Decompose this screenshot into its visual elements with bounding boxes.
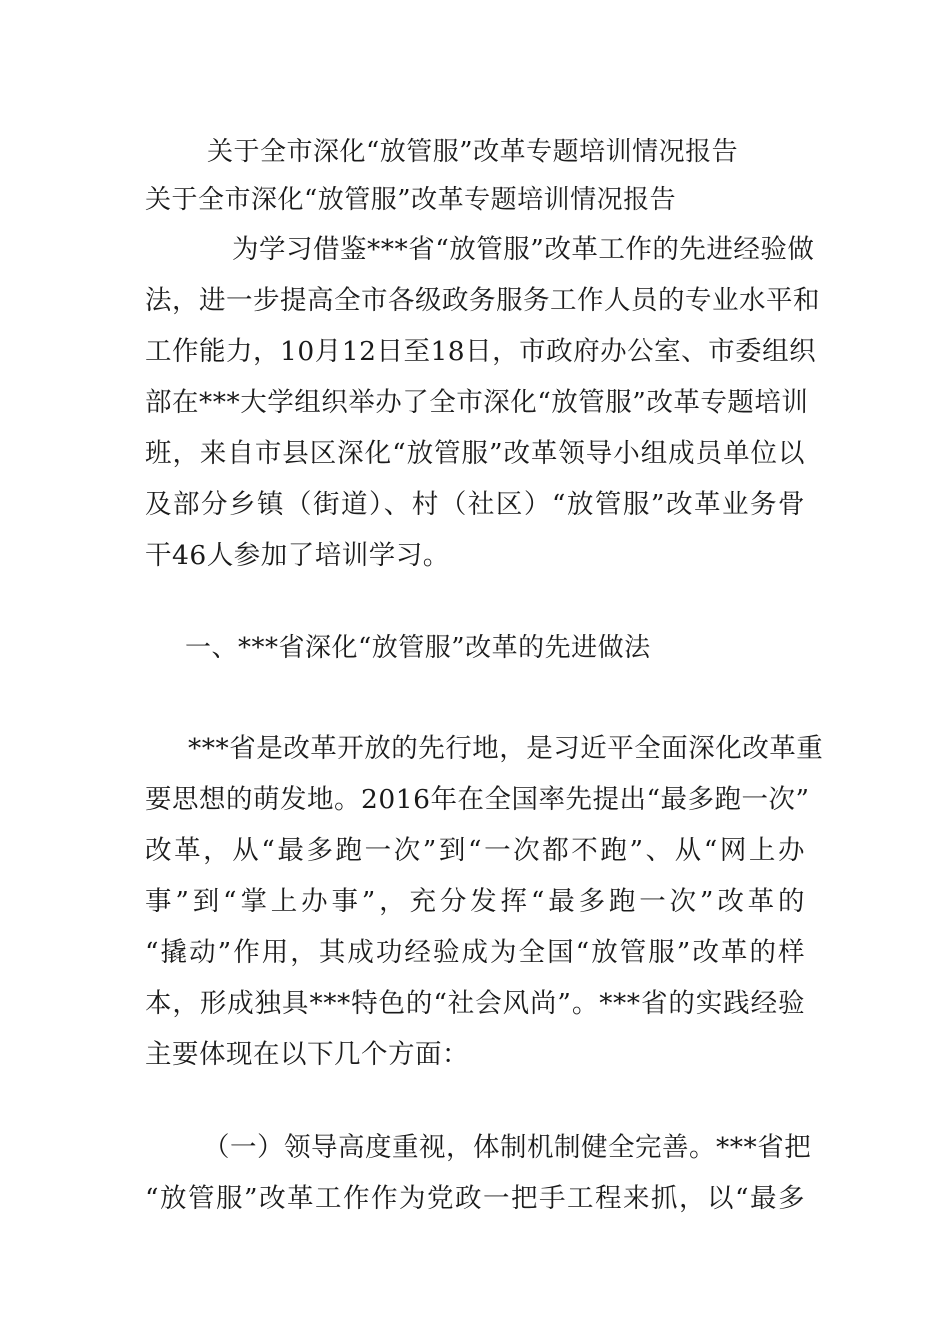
- section-heading: 一、***省深化“放管服”改革的先进做法: [185, 633, 651, 663]
- paragraph-line: 本，形成独具***特色的“社会风尚”。***省的实践经验: [145, 988, 805, 1019]
- paragraph-line: 要思想的萌发地。2016年在全国率先提出“最多跑一次”: [145, 784, 810, 815]
- paragraph-line: 事”到“掌上办事”，充分发挥“最多跑一次”改革的: [145, 886, 805, 917]
- paragraph-line: 及部分乡镇（街道）、村（社区）“放管服”改革业务骨: [145, 489, 805, 520]
- paragraph-line: 改革，从“最多跑一次”到“一次都不跑”、从“网上办: [145, 835, 805, 866]
- paragraph-line: 主要体现在以下几个方面：: [145, 1039, 469, 1070]
- paragraph-line: ***省是改革开放的先行地，是习近平全面深化改革重: [188, 733, 824, 764]
- paragraph-line: 部在***大学组织举办了全市深化“放管服”改革专题培训: [145, 387, 809, 418]
- paragraph-line: 工作能力，10月12日至18日，市政府办公室、市委组织: [145, 336, 817, 367]
- paragraph-line: “撬动”作用，其成功经验成为全国“放管服”改革的样: [145, 937, 805, 968]
- paragraph-line: 法，进一步提高全市各级政务服务工作人员的专业水平和: [145, 285, 820, 316]
- paragraph-line: 干46人参加了培训学习。: [145, 540, 450, 571]
- paragraph-line: 为学习借鉴***省“放管服”改革工作的先进经验做: [232, 234, 815, 265]
- document-title: 关于全市深化“放管服”改革专题培训情况报告: [207, 137, 739, 167]
- document-subtitle: 关于全市深化“放管服”改革专题培训情况报告: [145, 185, 677, 215]
- paragraph-line: 班，来自市县区深化“放管服”改革领导小组成员单位以: [145, 438, 805, 469]
- paragraph-line: （一）领导高度重视，体制机制健全完善。***省把: [203, 1132, 812, 1163]
- paragraph-line: “放管服”改革工作作为党政一把手工程来抓，以“最多: [145, 1183, 805, 1214]
